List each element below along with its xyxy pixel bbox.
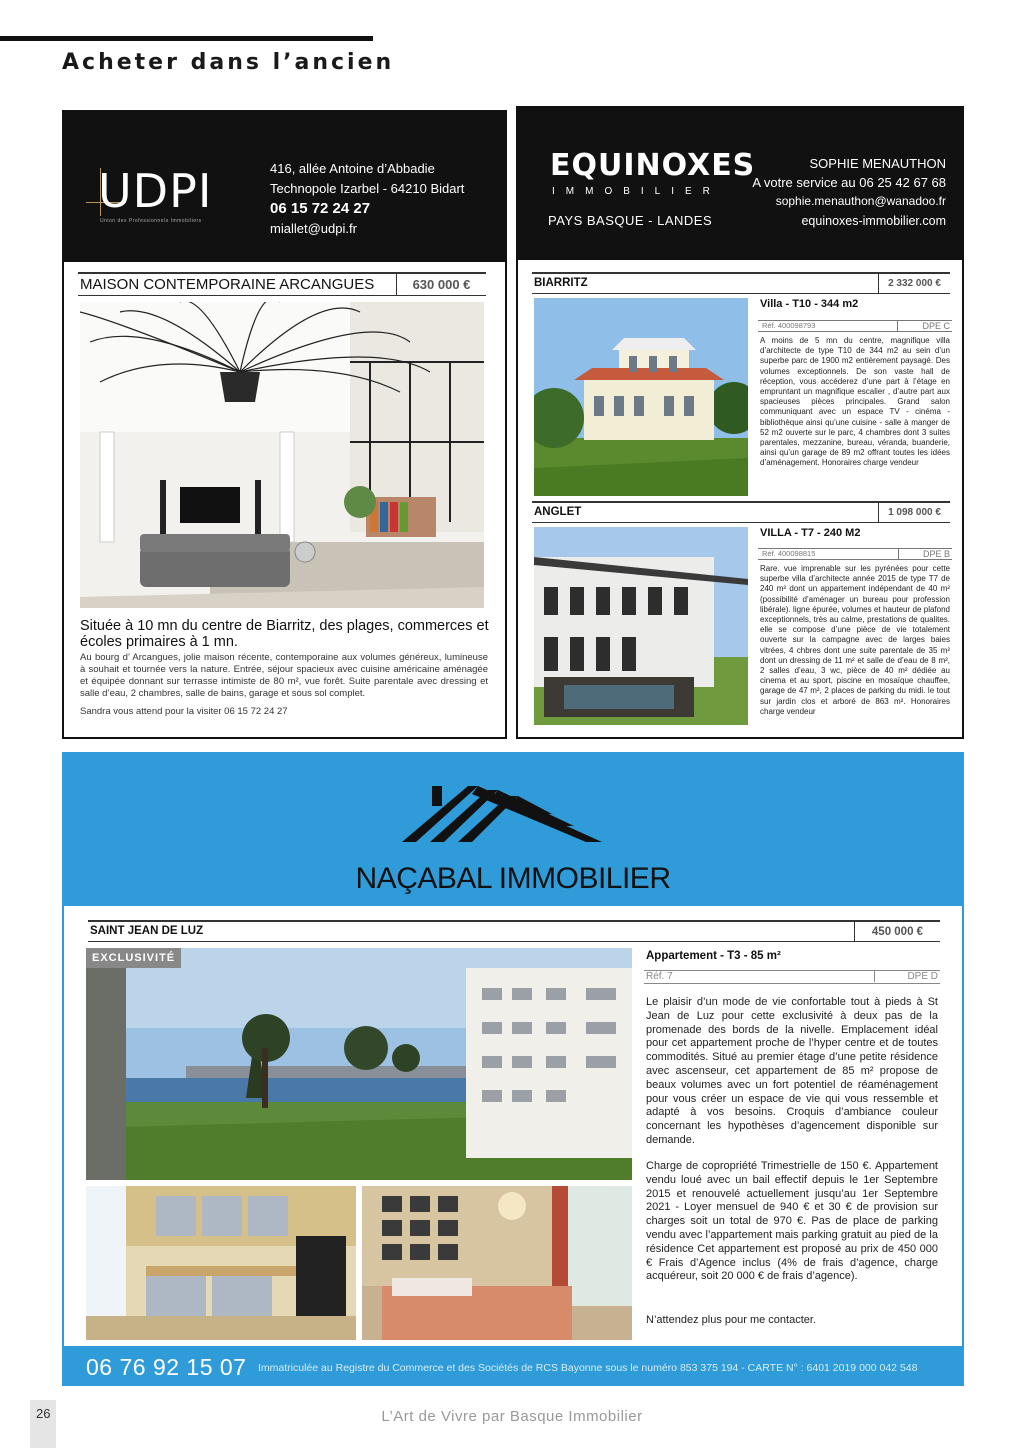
nacabal-listing-ref-row	[644, 970, 940, 984]
equinoxes-listing-price: 1 098 000 €	[878, 503, 950, 522]
equinoxes-listing-type: VILLA - T7 - 240 M2	[760, 527, 861, 539]
equinoxes-listing-bar	[532, 501, 950, 523]
page-footer: L’Art de Vivre par Basque Immobilier	[381, 1408, 643, 1425]
equinoxes-region: PAYS BASQUE - LANDES	[548, 213, 713, 228]
udpi-tagline: Union des Professionnels Immobiliers	[100, 218, 202, 224]
nacabal-listing-dpe: DPE D	[874, 971, 938, 982]
nacabal-listing-type: Appartement - T3 - 85 m²	[646, 950, 781, 962]
udpi-address-line2: Technopole Izarbel - 64210 Bidart	[270, 181, 465, 196]
equinoxes-contact	[752, 154, 946, 211]
equinoxes-listing-type: Villa - T10 - 344 m2	[760, 298, 859, 310]
equinoxes-listing-ref-row	[758, 548, 952, 560]
equinoxes-listing-ref: Réf. 400098793	[762, 321, 816, 330]
equinoxes-listing-ref: Réf. 400098815	[762, 549, 816, 558]
equinoxes-header	[518, 108, 962, 260]
udpi-listing-headline: Située à 10 mn du centre de Biarritz, des plages, commerces et écoles primaires à 1 mn.	[80, 618, 489, 650]
nacabal-listing-city: SAINT JEAN DE LUZ	[90, 925, 204, 937]
nacabal-listing-paragraph-3: N’attendez plus pour me contacter.	[646, 1314, 816, 1326]
equinoxes-website[interactable]: equinoxes-immobilier.com	[801, 214, 946, 228]
equinoxes-agent-phone[interactable]: A votre service au 06 25 42 67 68	[752, 175, 946, 190]
equinoxes-listing-city: ANGLET	[534, 506, 582, 518]
nacabal-bedroom-photo	[362, 1186, 632, 1340]
udpi-listing-price: 630 000 €	[396, 274, 486, 295]
nacabal-roof-logo-icon	[402, 770, 602, 850]
nacabal-listing-ref: Réf. 7	[646, 971, 673, 982]
udpi-listing-contact: Sandra vous attend pour la visiter 06 15 72 24 27	[80, 706, 288, 717]
equinoxes-agent-name: SOPHIE MENAUTHON	[809, 156, 946, 171]
udpi-address	[270, 159, 464, 239]
nacabal-name: NAÇABAL IMMOBILIER	[355, 862, 671, 895]
equinoxes-listing-bar	[532, 272, 950, 294]
page-number: 26	[36, 1406, 51, 1421]
equinoxes-listing-city: BIARRITZ	[534, 277, 588, 289]
nacabal-phone[interactable]: 06 76 92 15 07	[86, 1354, 247, 1380]
udpi-phone[interactable]: 06 15 72 24 27	[270, 200, 371, 217]
equinoxes-listing-dpe: DPE B	[898, 549, 950, 559]
udpi-ad	[62, 110, 507, 739]
udpi-email[interactable]: miallet@udpi.fr	[270, 221, 357, 236]
nacabal-main-photo	[86, 948, 632, 1180]
section-title: Acheter dans l’ancien	[62, 50, 395, 75]
nacabal-ad	[62, 752, 964, 1386]
equinoxes-listing-text: Rare. vue imprenable sur les pyrénées pour cette superbe villa d’architecte année 2015 de type T7 de 240 m² dont un appartement indépendant de 40 m² (possibilité d’aménager un bureau pour profession libérale). ligne épurée, volumes et hauteur de plafond exceptionnels, très au calme, prestations de qualites. elle se compose d’une pièce de vie totalement ouverte sur la campagne avec de larges baies vitrées, 4 chbres dont une suite parentale de 35 m² dont un dressing de 11 m² et salle de d’eau de 8 m², 2 salles d’eau, 3 wc, pièce de 40 m² dédiée au cinema et au sport, piscine en mosaïque chauffee, garage de 47 m², 2 places de parking du midi. le tout sur jardin clos et arboré de 863 m². Honoraires charge vendeur	[760, 564, 950, 716]
nacabal-listing-price: 450 000 €	[854, 922, 940, 941]
nacabal-listing	[64, 906, 962, 1346]
nacabal-listing-paragraph-1: Le plaisir d’un mode de vie confortable tout à pieds à St Jean de Luz pour cette exclusivité à deux pas de la promenade des bords de la nivelle. Emplacement idéal pour cet appartement proche de l’hyper centre et de toutes commodités. Situé au premier étage d’une petite résidence avec ascenseur, cet appartement de 85 m² propose de beaux volumes avec un fort potentiel de réaménagement pour vous créer un espace de vie qui vous ressemble et adapté à vos besoins. Croquis d’ambiance couleur concernant les hypothèses d’agencement disponible sur demande.	[646, 996, 938, 1146]
equinoxes-listing-photo	[534, 298, 748, 496]
equinoxes-listing-ref-row	[758, 320, 952, 332]
udpi-logo: UDPI	[98, 164, 213, 218]
nacabal-kitchen-photo	[86, 1186, 356, 1340]
udpi-listing-description: Au bourg d’ Arcangues, jolie maison récente, contemporaine aux volumes généreux, lumineuse à souhait et tournée vers la nature. Entrée, séjour spacieux avec cuisine américaine aménagée et équipée donnant sur terrasse intimiste de 80 m², vue forêt. Suite parentale avec dressing et salle d’eau, 2 chambres, salle de bains, garage et sous sol complet.	[80, 652, 488, 699]
top-rule	[0, 36, 373, 41]
equinoxes-agent-email[interactable]: sophie.menauthon@wanadoo.fr	[775, 194, 946, 208]
udpi-listing-title: MAISON CONTEMPORAINE ARCANGUES	[80, 276, 375, 293]
udpi-header	[64, 112, 505, 262]
equinoxes-ad	[516, 106, 964, 739]
exclusivite-badge: EXCLUSIVITÉ	[86, 948, 181, 968]
equinoxes-listing-text: A moins de 5 mn du centre, magnifique villa d’architecte de type T10 de 344 m2 au sein d’un superbe parc de 1900 m2 entièrement paysagé. Des volumes exceptionnels. De son vaste hall de réception, vous accéderez d’une part à l’étage en empruntant un magnifique escalier , d’autre part aux spacieuses pièces principales. Grand salon communiquant avec un espace TV - cinéma - bibliothèque ainsi qu’une cuisine - salle à manger de 52 m2 ouverte sur le parc, 4 chambres dont 3 suites parentales, mezzanine, bureau, véranda, buanderie, ainsi qu’un garage de 89 m2 offrant toutes les idées d’aménagement. Honoraires charge vendeur	[760, 336, 950, 468]
nacabal-listing-bar	[88, 920, 940, 942]
equinoxes-listing-photo	[534, 527, 748, 725]
nacabal-legal: Immatriculée au Registre du Commerce et des Sociétés de RCS Bayonne sous le numéro 853 375 194 - CARTE N° : 6401 2019 000 042 548	[258, 1362, 918, 1374]
equinoxes-listing-price: 2 332 000 €	[878, 274, 950, 293]
equinoxes-subtitle: IMMOBILIER	[552, 186, 721, 197]
udpi-listing-photo	[80, 302, 484, 608]
udpi-listing-bar	[78, 272, 486, 296]
udpi-address-line1: 416, allée Antoine d’Abbadie	[270, 161, 435, 176]
nacabal-listing-paragraph-2: Charge de copropriété Trimestrielle de 150 €. Appartement vendu loué avec un bail effectif depuis le 1er Septembre 2015 et renouvelé actuellement jusqu’au 1er Septembre 2021 - Loyer mensuel de 940 € et 30 € de provision sur charges soit un total de 970 €. Pas de place de parking vendu avec l’appartement mais parking gratuit au pied de la résidence Cet appartement est proposé au prix de 450 000 € Frais d’Agence inclus (4% de frais d’agence, charge acquéreur, soit 20 000 € de frais d’agence).	[646, 1160, 938, 1283]
equinoxes-logo: EQUINOXES	[550, 148, 756, 183]
equinoxes-listing-dpe: DPE C	[897, 321, 950, 331]
